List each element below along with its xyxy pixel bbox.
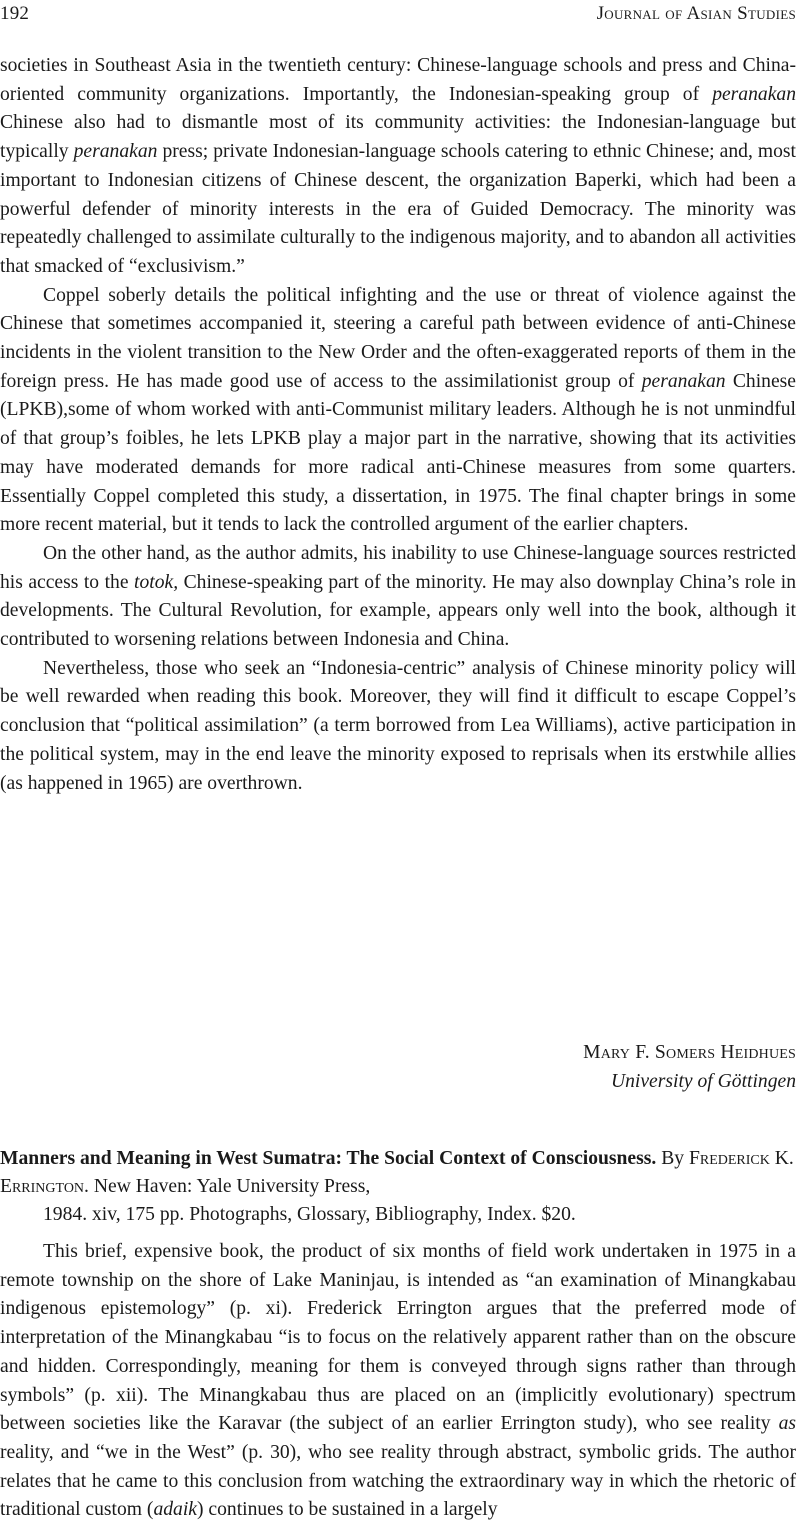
page-number: 192 <box>0 3 30 24</box>
by-label: By <box>661 1148 685 1169</box>
paragraph: societies in Southeast Asia in the twentieth century: Chinese-language schools and press and China-oriented community organizations. Importantly, the Indonesian-speaking group of peranakan Chinese also had to dismantle most of its community activities: the Indonesian-language but typically peranakan press; private Indonesian-language schools catering to ethnic Chinese; and, most important to Indonesian citizens of Chinese descent, the organization Baperki, which had been a powerful defender of minority interests in the era of Guided Democracy. The minority was repeatedly challenged to assimilate culturally to the indigenous majority, and to abandon all activities that smacked of “exclusivism.” <box>0 55 796 277</box>
review-body-2 <box>0 1238 796 1525</box>
book-author: Frederick K. Errington. <box>0 1148 794 1197</box>
paragraph: Nevertheless, those who seek an “Indonesia-centric” analysis of Chinese minority policy will be well rewarded when reading this book. Moreover, they will find it difficult to escape Coppel’s conclusion that “political assimilation” (a term borrowed from Lea Williams), active participation in the political system, may in the end leave the minority exposed to reprisals when its erstwhile allies (as happened in 1965) are overthrown. <box>0 657 796 794</box>
book-title: Manners and Meaning in West Sumatra: The Social Context of Consciousness. <box>0 1148 657 1169</box>
review-body-1 <box>0 52 796 798</box>
reviewer-name: Mary F. Somers Heidhues <box>583 1042 796 1063</box>
book-details: 1984. xiv, 175 pp. Photographs, Glossary, Bibliography, Index. $20. <box>43 1204 576 1225</box>
book-publisher: New Haven: Yale University Press, <box>93 1176 371 1197</box>
reviewer-signature <box>583 1038 796 1096</box>
running-head <box>0 3 800 27</box>
book-citation <box>0 1145 796 1229</box>
paragraph: This brief, expensive book, the product of six months of field work undertaken in 1975 in a remote township on the shore of Lake Maninjau, is intended as “an examination of Minangkabau indigenous epistemology” (p. xi). Frederick Errington argues that the preferred mode of interpretation of the Minangkabau “is to focus on the relatively apparent rather than on the obscure and hidden. Correspondingly, meaning for them is conveyed through signs rather than through symbols” (p. xii). The Minangkabau thus are placed on an (implicitly evolutionary) spectrum between societies like the Karavar (the subject of an earlier Errington study), who see reality as reality, and “we in the West” (p. 30), who see reality through abstract, symbolic grids. The author relates that he came to this conclusion from watching the extraordinary way in which the rhetoric of traditional custom (adaik) continues to be sustained in a largely <box>0 1241 796 1521</box>
journal-name: Journal of Asian Studies <box>596 3 796 24</box>
paragraph: Coppel soberly details the political infighting and the use or threat of violence against the Chinese that sometimes accompanied it, steering a careful path between evidence of anti-Chinese incidents in the violent transition to the New Order and the often-exaggerated reports of them in the foreign press. He has made good use of access to the assimilationist group of peranakan Chinese (LPKB),some of whom worked with anti-Communist military leaders. Although he is not unmindful of that group’s foibles, he lets LPKB play a major part in the narrative, showing that its activities may have moderated demands for more radical anti-Chinese measures from some quarters. Essentially Coppel completed this study, a dissertation, in 1975. The final chapter brings in some more recent material, but it tends to lack the controlled argument of the earlier chapters. <box>0 284 796 536</box>
reviewer-affiliation: University of Göttingen <box>610 1071 796 1092</box>
paragraph: On the other hand, as the author admits, his inability to use Chinese-language sources restricted his access to the totok, Chinese-speaking part of the minority. He may also downplay China’s role in developments. The Cultural Revolution, for example, appears only well into the book, although it contributed to worsening relations between Indonesia and China. <box>0 542 796 651</box>
